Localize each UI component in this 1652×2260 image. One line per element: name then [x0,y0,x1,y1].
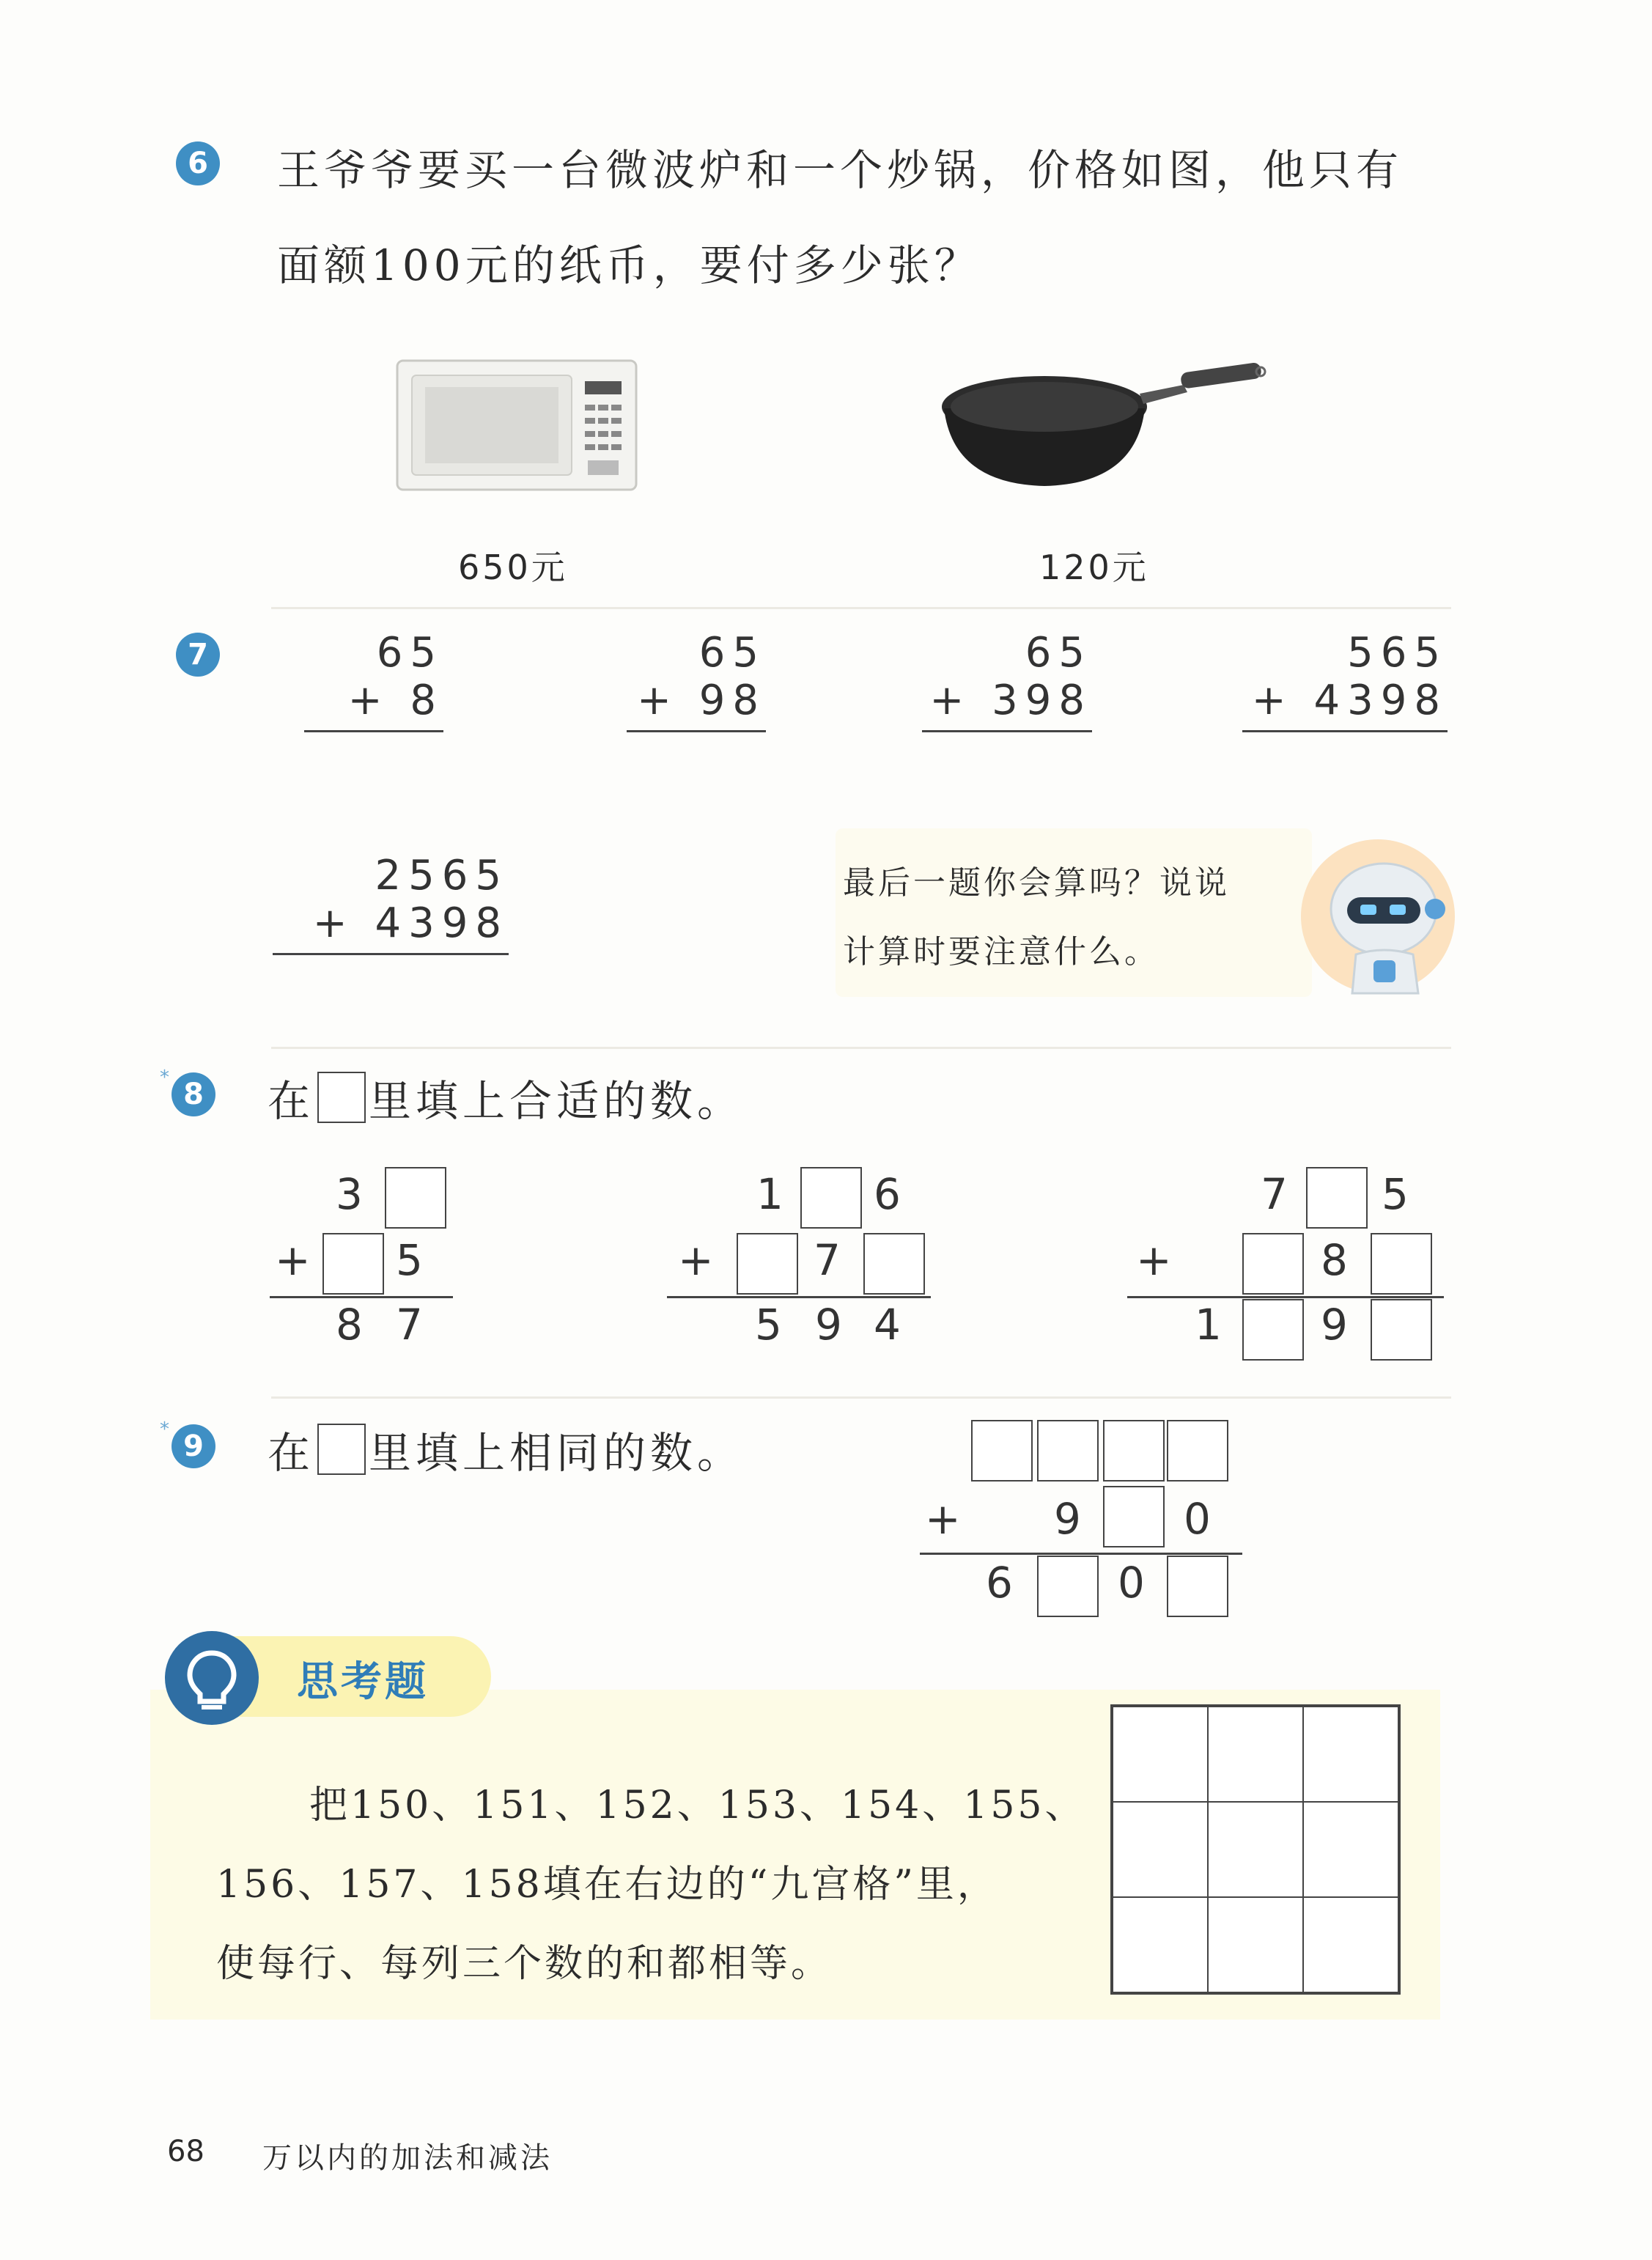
magic-square-grid [1110,1704,1401,1995]
vertical-addition-2 [627,629,766,732]
sum-line [627,730,766,732]
section-divider [271,1396,1451,1399]
answer-box[interactable] [737,1233,798,1295]
digit: 5 [396,1235,423,1285]
digit: 9 [1321,1300,1348,1350]
answer-box[interactable] [1167,1420,1228,1481]
question-8-badge: 8 [172,1072,215,1116]
sum-line [922,730,1092,732]
page-number: 68 [167,2135,204,2168]
plus-sign: + [275,1235,311,1285]
answer-box[interactable] [1037,1420,1099,1481]
answer-box[interactable] [322,1233,384,1295]
sum-line [273,953,509,955]
sum-line [1242,730,1448,732]
think-text-line1: 把150、151、152、153、154、155、 [309,1784,1086,1827]
question-9-text-after: 里填上相同的数。 [369,1428,745,1478]
sum-line [270,1296,453,1298]
digit: 7 [814,1235,841,1285]
addend-top: 565 [1347,629,1448,677]
sum-line [304,730,443,732]
answer-box[interactable] [1167,1556,1228,1617]
digit: 5 [1382,1169,1409,1219]
answer-box[interactable] [863,1233,925,1295]
digit: 6 [874,1169,901,1219]
bubble-text-line1: 最后一题你会算吗？说说 [843,864,1230,902]
answer-box[interactable] [1103,1420,1165,1481]
grid-cell[interactable] [1113,1897,1208,1992]
wok-price: 120元 [1039,548,1149,587]
answer-box[interactable] [800,1167,862,1229]
plus-sign: + [925,1494,961,1544]
answer-box[interactable] [1242,1233,1304,1295]
addend-bottom: + 4398 [1251,677,1448,724]
vertical-addition-5 [273,852,509,955]
microwave-price: 650元 [458,548,568,587]
digit: 7 [1261,1169,1288,1219]
question-8-text-after: 里填上合适的数。 [369,1076,745,1126]
answer-box[interactable] [1242,1299,1304,1361]
addend-top: 2565 [375,852,509,899]
digit: 8 [1321,1235,1348,1285]
digit: 3 [336,1169,363,1219]
optional-star: * [160,1418,169,1440]
optional-star: * [160,1067,169,1089]
lightbulb-icon [165,1631,259,1725]
addend-top: 65 [376,629,443,677]
answer-box[interactable] [971,1420,1033,1481]
addend-bottom: + 8 [347,677,443,724]
sum-line [667,1296,931,1298]
grid-cell[interactable] [1303,1897,1398,1992]
addend-bottom: + 98 [637,677,766,724]
blank-box-sample [317,1072,366,1123]
addend-bottom: + 398 [929,677,1092,724]
answer-box[interactable] [1103,1486,1165,1547]
digit: 5 [755,1300,782,1350]
blank-box-sample [317,1424,366,1475]
answer-box[interactable] [1371,1233,1432,1295]
grid-cell[interactable] [1303,1802,1398,1897]
plus-sign: + [1136,1235,1172,1285]
grid-cell[interactable] [1208,1897,1303,1992]
section-divider [271,607,1451,609]
digit: 9 [1054,1494,1081,1544]
vertical-addition-3 [922,629,1092,732]
grid-cell[interactable] [1113,1802,1208,1897]
think-text-line2: 156、157、158填在右边的“九宫格”里， [216,1863,998,1907]
answer-box[interactable] [385,1167,446,1229]
question-7-badge: 7 [176,633,220,677]
digit: 0 [1118,1558,1145,1608]
digit: 8 [336,1300,363,1350]
digit: 1 [756,1169,783,1219]
answer-box[interactable] [1371,1299,1432,1361]
addend-top: 65 [698,629,766,677]
question-8-text-before: 在 [268,1076,315,1126]
think-text-line3: 使每行、每列三个数的和都相等。 [216,1942,833,1986]
digit: 7 [396,1300,423,1350]
question-6-text-line1: 王爷爷要买一台微波炉和一个炒锅，价格如图，他只有 [277,145,1404,195]
vertical-addition-4 [1242,629,1448,732]
digit: 6 [986,1558,1013,1608]
question-9-text-before: 在 [268,1428,315,1478]
question-6-badge: 6 [176,141,220,185]
digit: 4 [874,1300,901,1350]
answer-box[interactable] [1037,1556,1099,1617]
addend-top: 65 [1025,629,1092,677]
digit: 9 [815,1300,842,1350]
digit: 0 [1184,1494,1211,1544]
question-8-text [268,1067,744,1128]
answer-box[interactable] [1306,1167,1368,1229]
sum-line [920,1553,1242,1555]
addend-bottom: + 4398 [312,899,509,947]
grid-cell[interactable] [1303,1707,1398,1802]
bubble-text-line2: 计算时要注意什么。 [843,933,1159,971]
section-divider [271,1047,1451,1049]
grid-cell[interactable] [1208,1707,1303,1802]
grid-cell[interactable] [1208,1802,1303,1897]
grid-cell[interactable] [1113,1707,1208,1802]
think-title: 思考题 [297,1658,429,1706]
chapter-title: 万以内的加法和减法 [262,2141,553,2175]
digit: 1 [1195,1300,1222,1350]
plus-sign: + [678,1235,714,1285]
question-6-text-line2: 面额100元的纸币，要付多少张？ [277,240,981,290]
question-9-text [268,1418,744,1480]
question-9-badge: 9 [172,1424,215,1468]
vertical-addition-1 [304,629,443,732]
sum-line [1127,1296,1444,1298]
